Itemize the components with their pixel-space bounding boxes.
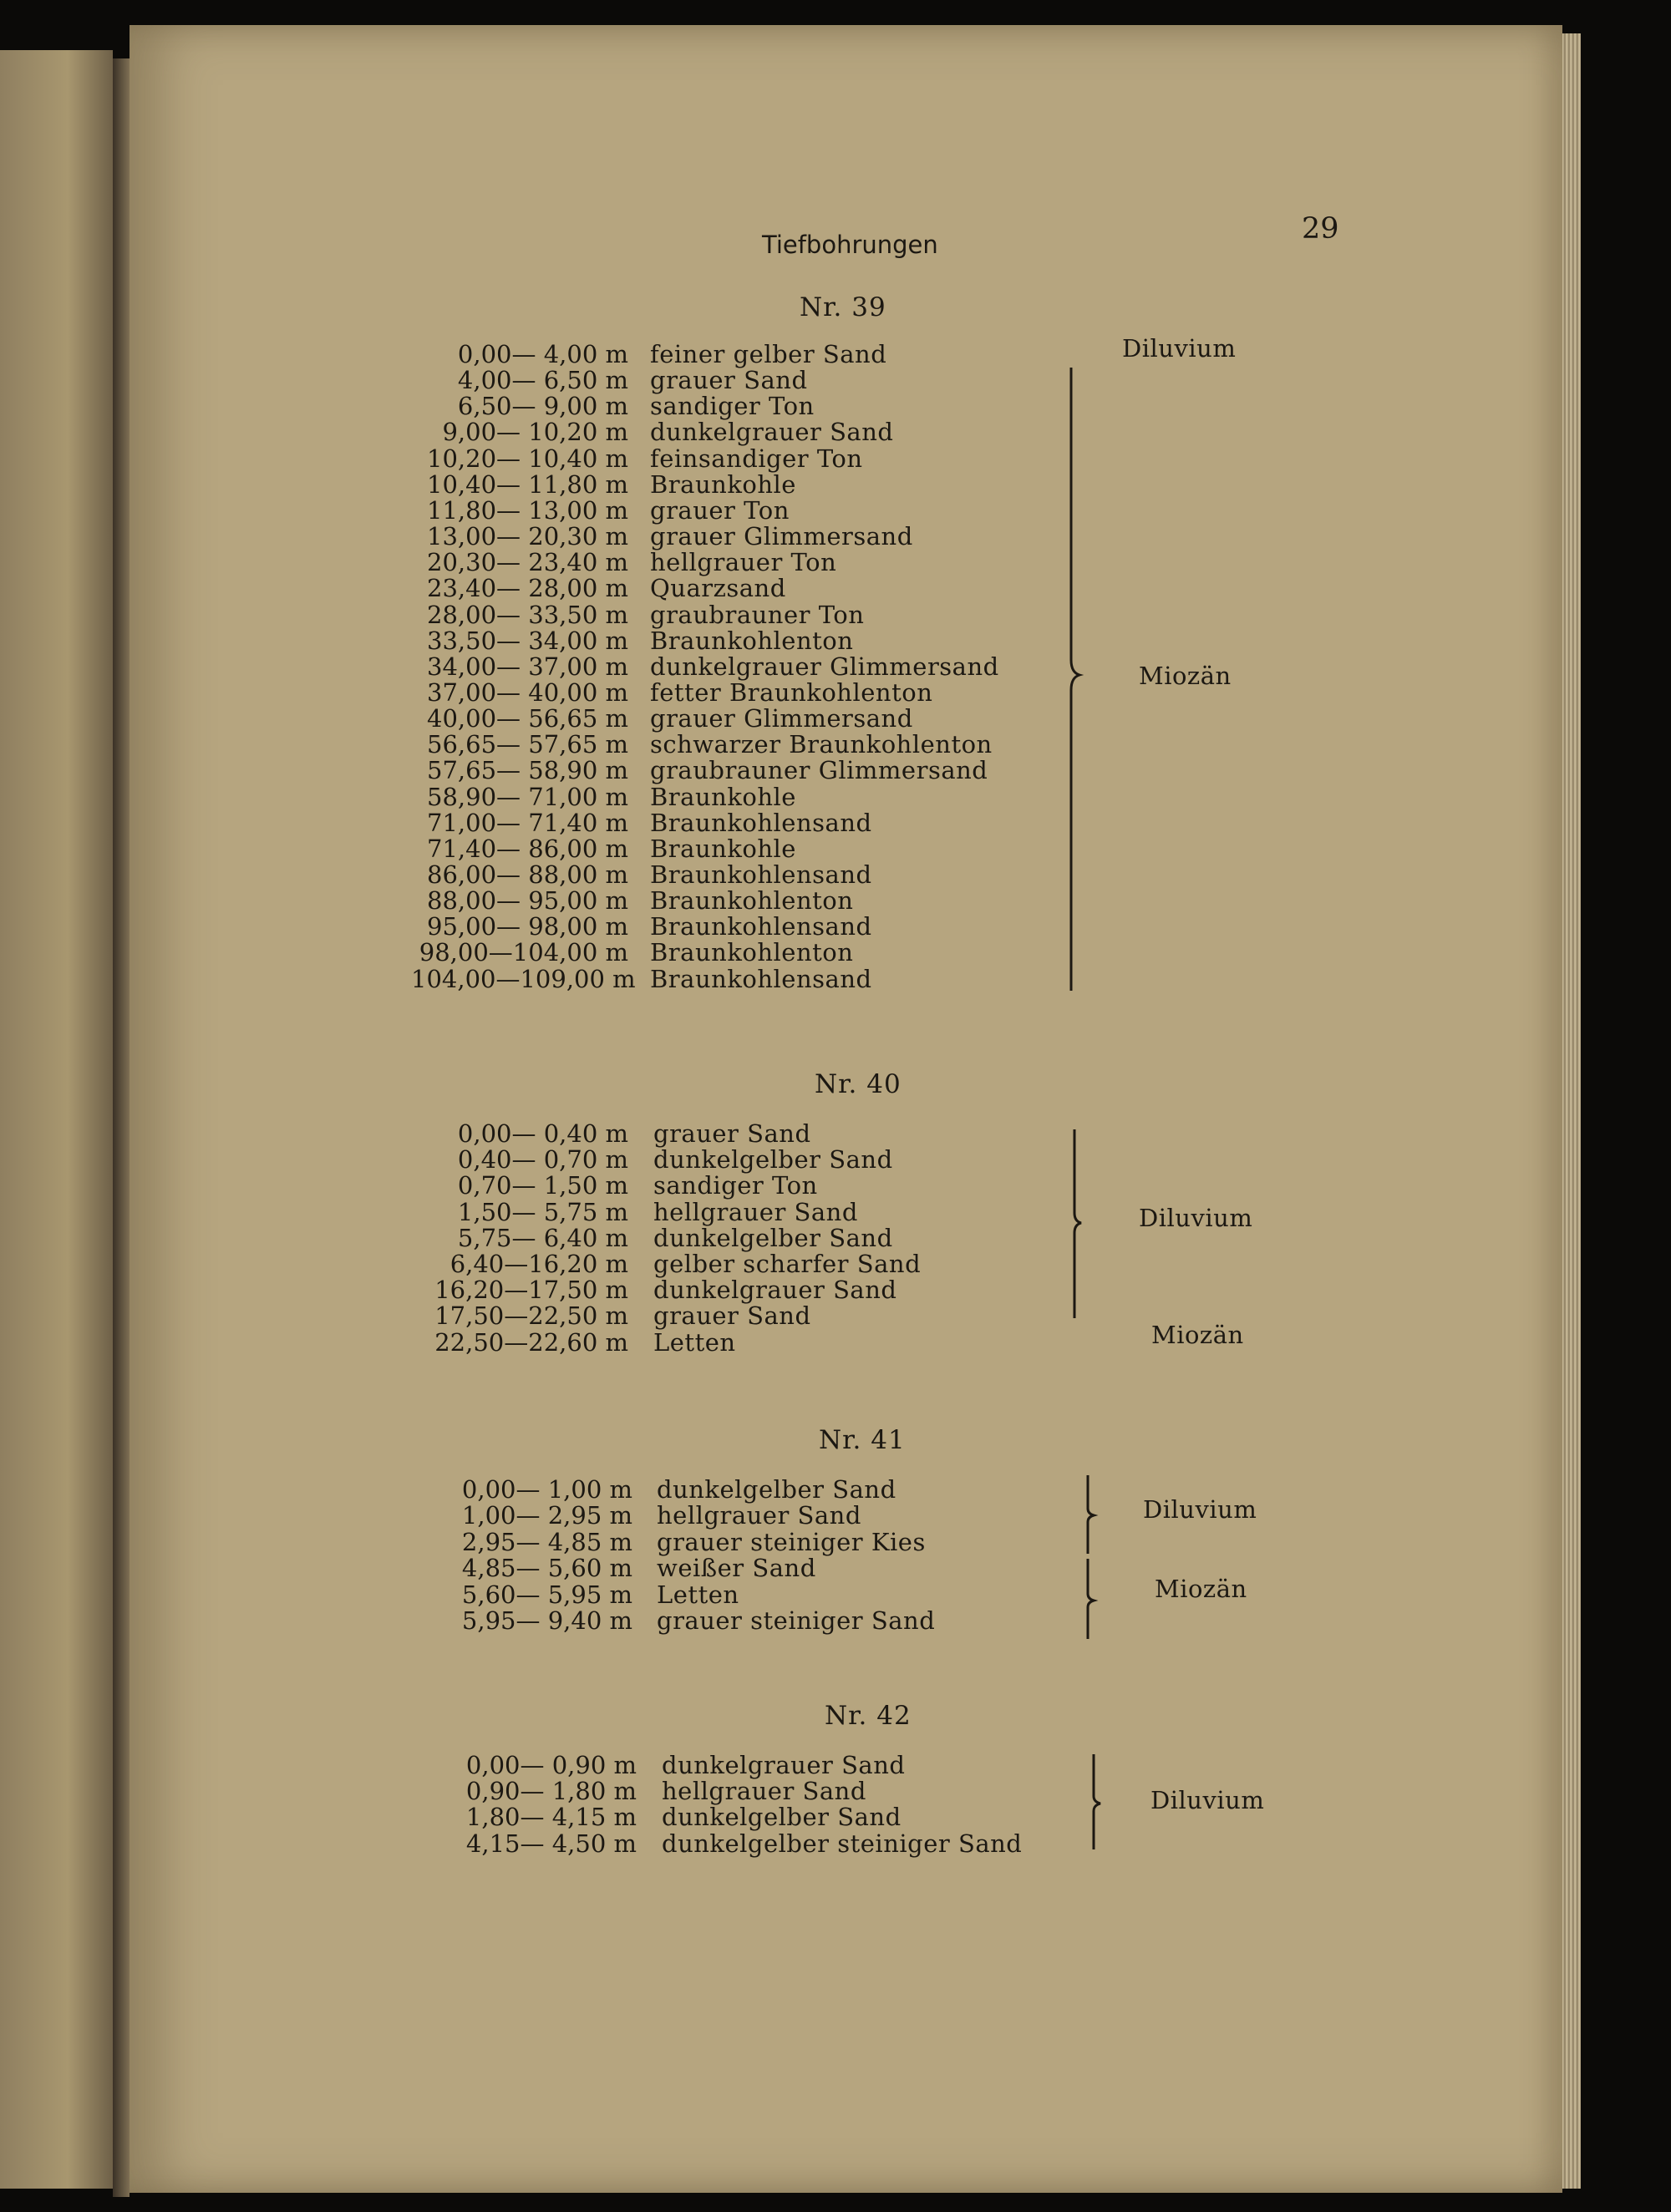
depth-range: 0,00— 0,90 m: [465, 1751, 637, 1779]
depth-range: 0,70— 1,50 m: [457, 1171, 628, 1200]
depth-range: 0,90— 1,80 m: [465, 1777, 637, 1806]
layer-description: grauer Glimmersand: [650, 522, 913, 551]
layer-description: dunkelgelber Sand: [653, 1145, 893, 1174]
depth-range: 56,65— 57,65 m: [427, 730, 628, 759]
layer-description: dunkelgelber steiniger Sand: [662, 1829, 1023, 1858]
stratum-label: Miozän: [1151, 1321, 1244, 1349]
layer-description: Braunkohlenton: [650, 886, 854, 916]
depth-range: 95,00— 98,00 m: [427, 912, 628, 941]
layer-description: Braunkohle: [650, 469, 796, 499]
layer-description: weißer Sand: [657, 1554, 816, 1583]
stratum-brace: [1090, 1754, 1114, 1854]
layer-description: Quarzsand: [650, 574, 786, 603]
layer-description: hellgrauer Sand: [662, 1777, 866, 1806]
layer-description: hellgrauer Sand: [653, 1197, 858, 1226]
layer-description: hellgrauer Sand: [657, 1501, 861, 1530]
layer-description: grauer steiniger Kies: [657, 1527, 926, 1556]
layer-description: Braunkohlensand: [650, 912, 872, 941]
layer-description: graubrauner Ton: [650, 600, 865, 629]
layer-description: grauer Sand: [653, 1301, 811, 1331]
layer-description: Braunkohlenton: [650, 938, 854, 967]
depth-range: 4,85— 5,60 m: [461, 1554, 632, 1583]
layer-description: graubrauner Glimmersand: [650, 756, 988, 785]
page-number: 29: [1302, 212, 1339, 246]
depth-range: 9,00— 10,20 m: [442, 418, 628, 447]
stratum-label: Diluvium: [1143, 1495, 1257, 1524]
layer-description: schwarzer Braunkohlenton: [650, 730, 993, 759]
layer-description: dunkelgrauer Sand: [650, 418, 894, 447]
layer-description: dunkelgrauer Sand: [662, 1751, 906, 1779]
layer-description: Letten: [653, 1327, 736, 1357]
layer-description: grauer steiniger Sand: [657, 1606, 936, 1635]
depth-range: 0,00— 0,40 m: [457, 1119, 628, 1148]
depth-range: 37,00— 40,00 m: [427, 677, 628, 707]
layer-description: Braunkohlensand: [650, 808, 872, 837]
layer-description: Letten: [657, 1580, 739, 1609]
layer-description: grauer Glimmersand: [650, 704, 913, 733]
depth-range: 13,00— 20,30 m: [427, 522, 628, 551]
stratum-brace: [1068, 368, 1093, 994]
layer-description: sandiger Ton: [653, 1171, 818, 1200]
stratum-label: Miozän: [1139, 662, 1232, 690]
layer-description: dunkelgrauer Sand: [653, 1276, 897, 1305]
layer-description: fetter Braunkohlenton: [650, 677, 933, 707]
depth-range: 4,00— 6,50 m: [457, 366, 628, 395]
depth-range: 71,40— 86,00 m: [427, 834, 628, 863]
layer-description: dunkelgelber Sand: [657, 1475, 896, 1504]
stratum-brace: [1084, 1559, 1105, 1642]
depth-range: 57,65— 58,90 m: [427, 756, 628, 785]
depth-range: 0,00— 4,00 m: [457, 340, 628, 368]
layer-description: Braunkohle: [650, 782, 796, 811]
depth-range: 0,40— 0,70 m: [457, 1145, 628, 1174]
depth-range: 5,60— 5,95 m: [461, 1580, 632, 1609]
section-title: Nr. 40: [815, 1069, 902, 1099]
layer-description: dunkelgrauer Glimmersand: [650, 652, 999, 681]
layer-description: grauer Ton: [650, 495, 790, 525]
depth-range: 23,40— 28,00 m: [427, 574, 628, 603]
depth-range: 1,80— 4,15 m: [465, 1803, 637, 1832]
depth-range: 10,20— 10,40 m: [427, 444, 628, 473]
depth-range: 6,50— 9,00 m: [457, 392, 628, 421]
depth-range: 1,50— 5,75 m: [457, 1197, 628, 1226]
section-title: Nr. 41: [819, 1425, 906, 1455]
layer-description: gelber scharfer Sand: [653, 1250, 922, 1278]
depth-range: 11,80— 13,00 m: [427, 495, 628, 525]
section-title: Nr. 39: [800, 292, 886, 322]
depth-range: 98,00—104,00 m: [419, 938, 628, 967]
depth-range: 5,75— 6,40 m: [457, 1223, 628, 1252]
depth-range: 28,00— 33,50 m: [427, 600, 628, 629]
depth-range: 4,15— 4,50 m: [465, 1829, 637, 1858]
stratum-label: Diluvium: [1139, 1204, 1253, 1232]
depth-range: 6,40—16,20 m: [449, 1250, 628, 1278]
depth-range: 2,95— 4,85 m: [461, 1527, 632, 1556]
running-header: Tiefbohrungen: [762, 231, 938, 259]
depth-range: 22,50—22,60 m: [434, 1327, 628, 1357]
depth-range: 33,50— 34,00 m: [427, 626, 628, 655]
stratum-brace: [1071, 1129, 1096, 1322]
depth-range: 0,00— 1,00 m: [461, 1475, 632, 1504]
layer-description: hellgrauer Ton: [650, 548, 837, 577]
depth-range: 1,00— 2,95 m: [461, 1501, 632, 1530]
depth-range: 17,50—22,50 m: [434, 1301, 628, 1331]
depth-range: 10,40— 11,80 m: [427, 469, 628, 499]
layer-description: dunkelgelber Sand: [653, 1223, 893, 1252]
layer-description: grauer Sand: [653, 1119, 811, 1148]
depth-range: 71,00— 71,40 m: [427, 808, 628, 837]
stratum-label: Diluvium: [1150, 1786, 1265, 1814]
layer-description: Braunkohlensand: [650, 860, 872, 889]
depth-range: 88,00— 95,00 m: [427, 886, 628, 916]
section-title: Nr. 42: [825, 1701, 912, 1731]
stratum-label: Miozän: [1155, 1575, 1247, 1603]
stratum-label: Diluvium: [1122, 334, 1237, 363]
left-page-edge: [0, 50, 113, 2189]
book-gutter: [113, 58, 130, 2197]
layer-description: feiner gelber Sand: [650, 340, 887, 368]
stratum-brace: [1084, 1475, 1105, 1559]
depth-range: 16,20—17,50 m: [434, 1276, 628, 1305]
layer-description: Braunkohlenton: [650, 626, 854, 655]
depth-range: 20,30— 23,40 m: [427, 548, 628, 577]
depth-range: 86,00— 88,00 m: [427, 860, 628, 889]
layer-description: feinsandiger Ton: [650, 444, 863, 473]
layer-description: sandiger Ton: [650, 392, 815, 421]
layer-description: Braunkohlensand: [650, 964, 872, 993]
layer-description: Braunkohle: [650, 834, 796, 863]
layer-description: dunkelgelber Sand: [662, 1803, 902, 1832]
depth-range: 58,90— 71,00 m: [427, 782, 628, 811]
depth-range: 104,00—109,00 m: [411, 964, 636, 993]
depth-range: 34,00— 37,00 m: [427, 652, 628, 681]
layer-description: grauer Sand: [650, 366, 808, 395]
depth-range: 40,00— 56,65 m: [427, 704, 628, 733]
page-stack-edge: [1562, 33, 1581, 2189]
depth-range: 5,95— 9,40 m: [461, 1606, 632, 1635]
